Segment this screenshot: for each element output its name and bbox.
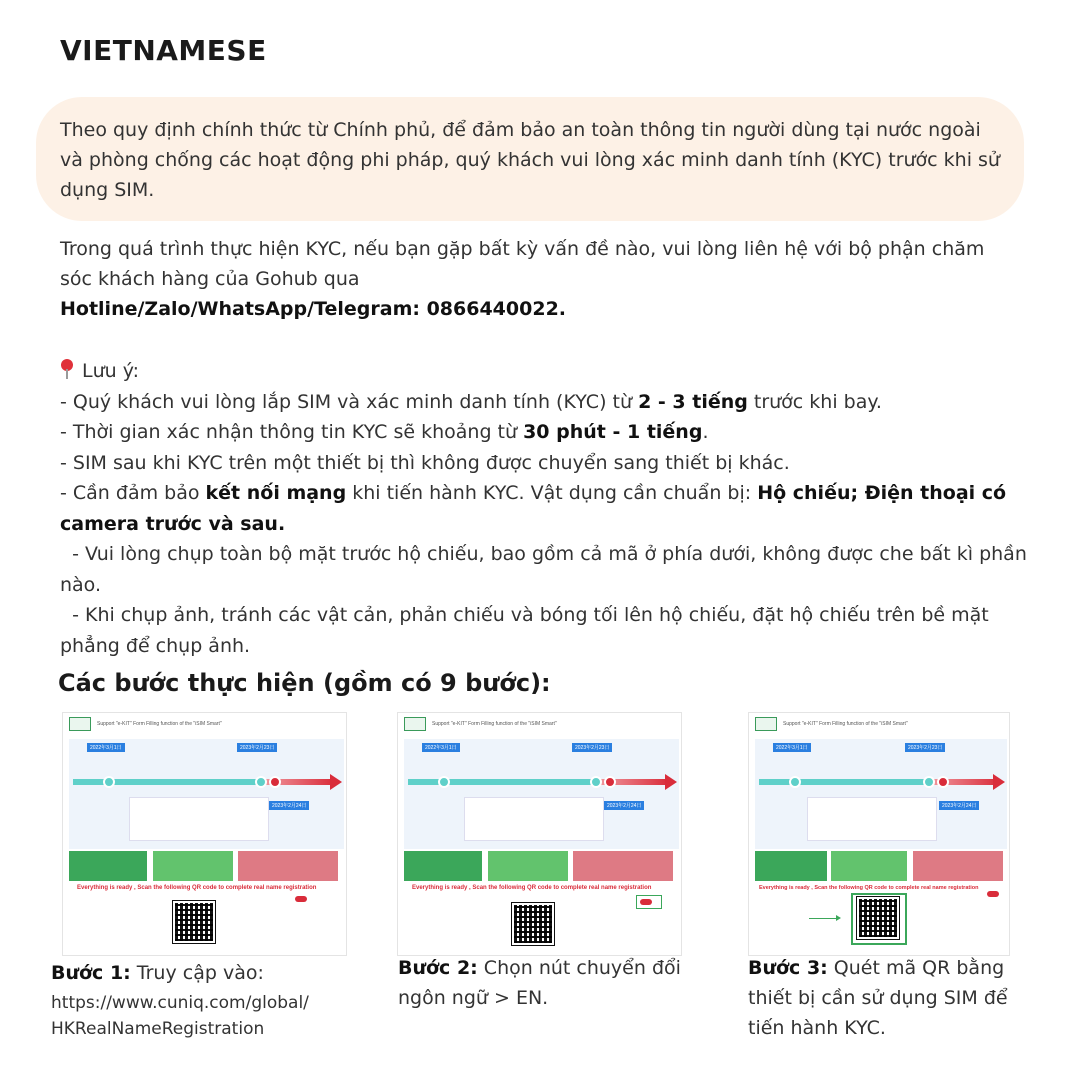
notes-title: Lưu ý:: [82, 360, 139, 382]
date-label: 2022年3月1日: [773, 743, 811, 752]
timeline-panel: [404, 739, 679, 849]
ready-highlight: Everything is ready ,: [77, 885, 136, 891]
check-icon: [923, 776, 935, 788]
step-text: Quét mã QR bằng thiết bị cần sử dụng SIM để tiến hành KYC.: [748, 957, 1008, 1039]
note-item: [60, 417, 1030, 448]
step-1-caption: [51, 958, 361, 1042]
stop-icon: [937, 776, 949, 788]
note-text: trước khi bay.: [747, 390, 882, 413]
note-text: khi tiến hành KYC. Vật dụng cần chuẩn bị:: [346, 482, 758, 504]
stop-icon: [604, 776, 616, 788]
header-text: Support "e-KIT" Form Filling function of the "iSIM Smart": [432, 721, 557, 727]
note-emphasis: 30 phút - 1 tiếng: [523, 421, 703, 443]
timeline-arrow-icon: [665, 774, 677, 790]
date-label: 2022年3月1日: [422, 743, 460, 752]
step-text: Truy cập vào:: [130, 962, 264, 984]
cuniq-logo-icon: [755, 717, 777, 731]
intro-notice: [36, 97, 1024, 221]
ready-instruction: Scan the following QR code to complete real name registration: [812, 885, 979, 891]
step-2-screenshot: [397, 712, 682, 956]
check-icon: [789, 776, 801, 788]
note-item: [60, 387, 1030, 418]
page-heading: VIETNAMESE: [60, 34, 267, 67]
timeline-bar: [759, 779, 924, 785]
note-emphasis: kết nối mạng: [205, 482, 347, 504]
note-emphasis: Hộ chiếu; Điện thoại có camera trước và sau.: [60, 482, 1007, 535]
step-label: Bước 3:: [748, 957, 828, 979]
check-icon: [438, 776, 450, 788]
link-text: https://www.cuniq.com/global/: [51, 993, 309, 1013]
date-label: 2023年2月24日: [939, 801, 979, 810]
timeline-arrow-icon: [993, 774, 1005, 790]
info-card: [807, 797, 937, 841]
qr-code-icon[interactable]: [857, 897, 899, 939]
stop-icon: [269, 776, 281, 788]
cuniq-logo-icon: [404, 717, 426, 731]
pin-icon: [60, 359, 74, 379]
registration-link[interactable]: [51, 990, 361, 1042]
timeline-panel: [69, 739, 344, 849]
ready-instruction: Scan the following QR code to complete real name registration: [135, 885, 317, 891]
date-label: 2023年2月24日: [269, 801, 309, 810]
timeline-bar: [408, 779, 593, 785]
note-item: - Khi chụp ảnh, tránh các vật cản, phản chiếu và bóng tối lên hộ chiếu, đặt hộ chiếu trên bề mặt phẳng để chụp ảnh.: [60, 604, 995, 657]
ready-text: [759, 885, 978, 891]
qr-code-icon[interactable]: [512, 903, 554, 945]
ready-text: [412, 885, 651, 891]
note-emphasis: 2 - 3 tiếng: [638, 390, 748, 413]
info-block: [488, 851, 568, 881]
screenshot-header: [749, 713, 1009, 735]
link-text: HKRealNameRegistration: [51, 1019, 265, 1039]
screenshot-header: [398, 713, 681, 735]
info-block: [573, 851, 673, 881]
info-block: [755, 851, 827, 881]
timeline-arrow-icon: [330, 774, 342, 790]
check-icon: [103, 776, 115, 788]
notes-section: [60, 356, 1033, 661]
pointer-arrow-icon: [809, 918, 837, 919]
info-card: [129, 797, 269, 841]
language-toggle[interactable]: [987, 891, 999, 897]
timeline-panel: [755, 739, 1007, 849]
hotline-text: Hotline/Zalo/WhatsApp/Telegram: 0866440022.: [60, 298, 567, 320]
step-2-caption: [398, 953, 688, 1013]
date-label: 2023年2月23日: [237, 743, 277, 752]
cuniq-logo-icon: [69, 717, 91, 731]
language-toggle[interactable]: [295, 896, 307, 902]
date-label: 2023年2月24日: [604, 801, 644, 810]
note-item: - SIM sau khi KYC trên một thiết bị thì không được chuyển sang thiết bị khác.: [60, 451, 790, 474]
date-label: 2022年3月1日: [87, 743, 125, 752]
info-block: [238, 851, 338, 881]
note-item: - Vui lòng chụp toàn bộ mặt trước hộ chiếu, bao gồm cả mã ở phía dưới, không được che bất kì phần nào.: [60, 543, 1033, 596]
date-label: 2023年2月23日: [905, 743, 945, 752]
info-card: [464, 797, 604, 841]
ready-text: [77, 885, 316, 891]
check-icon: [590, 776, 602, 788]
step-1-screenshot: [62, 712, 347, 956]
steps-title: Các bước thực hiện (gồm có 9 bước):: [58, 669, 551, 697]
check-icon: [255, 776, 267, 788]
note-text: - Cần đảm bảo: [60, 482, 206, 504]
info-block: [153, 851, 233, 881]
note-text: - Quý khách vui lòng lắp SIM và xác minh danh tính (KYC) từ: [60, 390, 639, 413]
contact-text: Trong quá trình thực hiện KYC, nếu bạn gặp bất kỳ vấn đề nào, vui lòng liên hệ với bộ phận chăm sóc khách hàng của Gohub qua: [60, 238, 985, 290]
notes-title-line: [60, 356, 1030, 387]
step-text: Chọn nút chuyển đổi ngôn ngữ > EN.: [398, 957, 681, 1009]
note-text: .: [702, 421, 709, 443]
note-item: [60, 478, 1030, 539]
header-text: Support "e-KIT" Form Filling function of the "iSIM Smart": [97, 721, 222, 727]
info-block: [913, 851, 1003, 881]
intro-text: Theo quy định chính thức từ Chính phủ, để đảm bảo an toàn thông tin người dùng tại nước ngoài và phòng chống các hoạt động phi pháp, quý khách vui lòng xác minh danh tính (KYC) trước khi sử dụng SIM.: [60, 119, 1000, 201]
step-label: Bước 1:: [51, 962, 131, 984]
contact-section: [60, 234, 1020, 324]
ready-highlight: Everything is ready ,: [759, 885, 813, 891]
header-text: Support "e-KIT" Form Filling function of the "iSIM Smart": [783, 721, 908, 727]
language-toggle[interactable]: [640, 899, 652, 905]
screenshot-header: [63, 713, 346, 735]
info-block: [69, 851, 147, 881]
info-block: [404, 851, 482, 881]
step-3-caption: [748, 953, 1038, 1043]
info-block: [831, 851, 907, 881]
ready-highlight: Everything is ready ,: [412, 885, 471, 891]
date-label: 2023年2月23日: [572, 743, 612, 752]
step-3-screenshot: [748, 712, 1010, 956]
ready-instruction: Scan the following QR code to complete real name registration: [470, 885, 652, 891]
qr-code-icon[interactable]: [173, 901, 215, 943]
step-label: Bước 2:: [398, 957, 478, 979]
timeline-bar: [73, 779, 258, 785]
note-text: - Thời gian xác nhận thông tin KYC sẽ khoảng từ: [60, 421, 524, 443]
